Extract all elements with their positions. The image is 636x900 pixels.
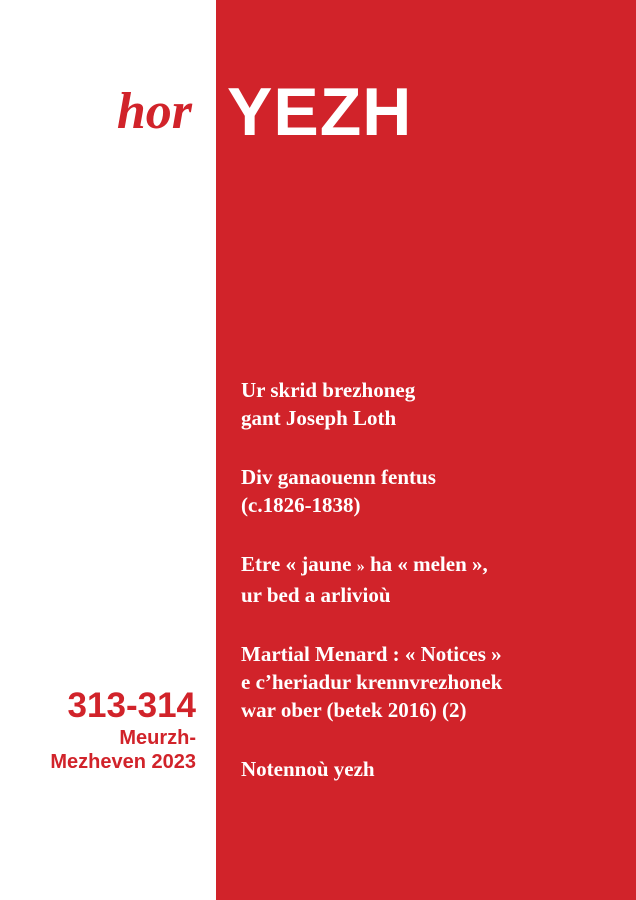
contents-line [241, 550, 626, 581]
issue-date: Mezheven 2023 [50, 751, 196, 773]
contents-line: Notennoù yezh [241, 757, 375, 781]
issue-number: 313-314 [67, 686, 196, 725]
contents-item [241, 463, 626, 519]
contents-list [241, 376, 626, 814]
contents-line: (c.1826-1838) [241, 493, 361, 517]
contents-line: Ur skrid brezhoneg [241, 378, 416, 402]
contents-line: Div ganaouenn fentus [241, 465, 436, 489]
masthead-prefix: hor [116, 83, 192, 140]
contents-line: e c’heriadur krennvrezhonek [241, 670, 503, 694]
contents-item [241, 376, 626, 432]
contents-line: ur bed a arlivioù [241, 583, 391, 607]
contents-text: Etre « jaune [241, 552, 357, 576]
contents-item [241, 755, 626, 783]
contents-line: Martial Menard : « Notices » [241, 642, 502, 666]
contents-line: gant Joseph Loth [241, 406, 397, 430]
contents-item [241, 550, 626, 609]
issue-date: Meurzh- [119, 727, 196, 749]
masthead-title: YEZH [227, 74, 413, 150]
issue-info [50, 686, 196, 774]
masthead [0, 72, 636, 152]
contents-text: » [356, 558, 365, 575]
contents-text: ha « melen », [364, 552, 488, 576]
contents-line: war ober (betek 2016) (2) [241, 698, 467, 722]
contents-item [241, 640, 626, 724]
